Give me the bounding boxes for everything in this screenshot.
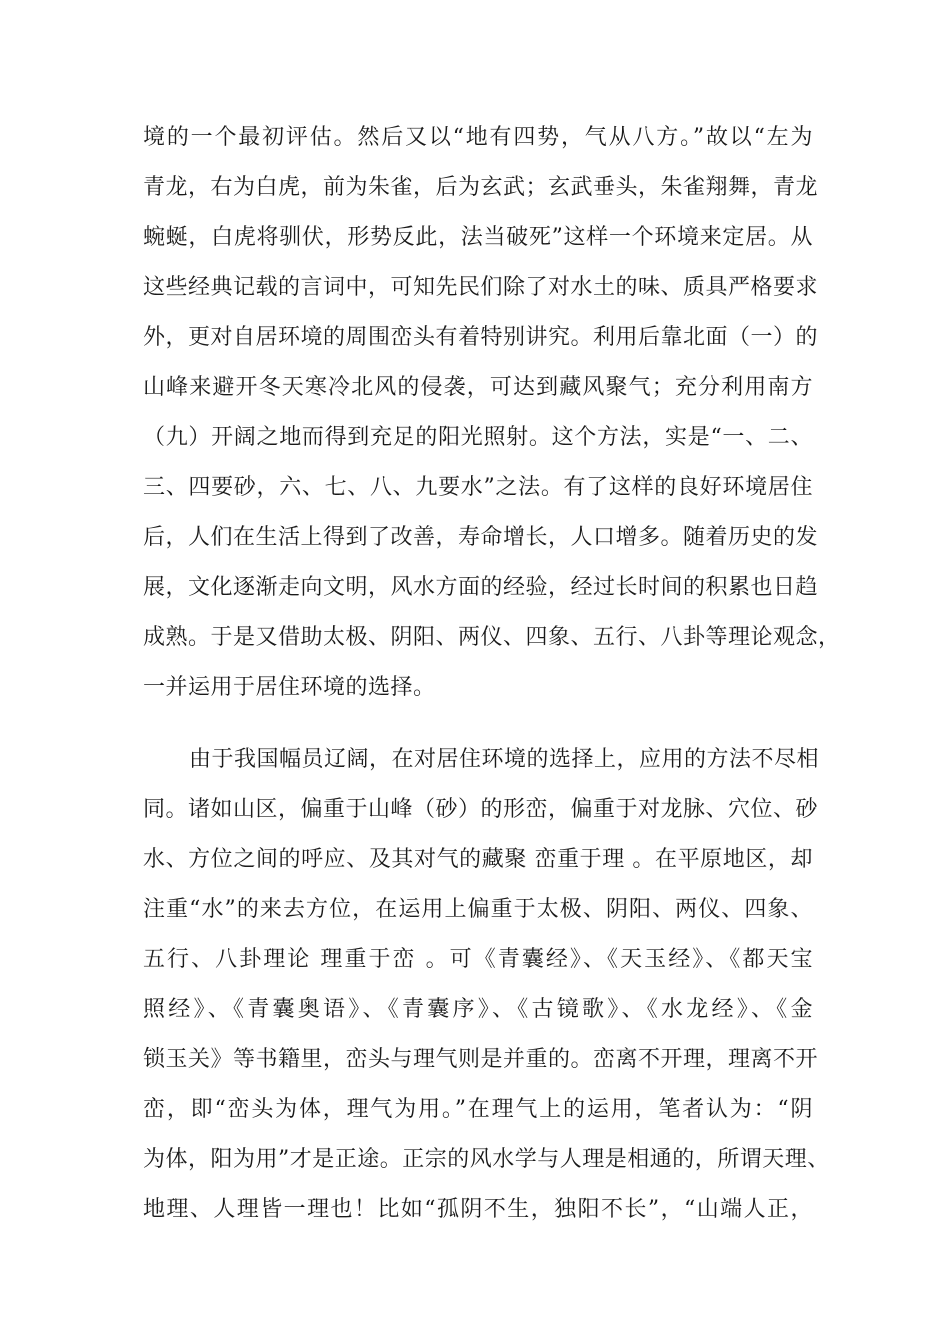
paragraph-line: 一并运用于居住环境的选择。 (143, 675, 436, 700)
paragraph-line: 成熟。于是又借助太极、阴阳、两仪、四象、五行、八卦等理论观念， (143, 625, 841, 650)
paragraph-line: 青龙，右为白虎，前为朱雀，后为玄武；玄武垂头，朱雀翔舞，青龙 (143, 175, 819, 200)
paragraph-line: 蜿蜒，白虎将驯伏，形势反此，法当破死”这样一个环境来定居。从 (143, 225, 813, 250)
paragraph-line: 山峰来避开冬天寒冷北风的侵袭，可达到藏风聚气；充分利用南方 (143, 375, 813, 400)
paragraph-line: 境的一个最初评估。然后又以“地有四势，气从八方。”故以“左为 (143, 125, 813, 150)
paragraph-line: （九）开阔之地而得到充足的阳光照射。这个方法，实是“一、二、 (143, 425, 813, 450)
paragraph-line: 为体，阳为用”才是正途。正宗的风水学与人理是相通的，所谓天理、 (143, 1147, 830, 1172)
paragraph-line: 地理、人理皆一理也！比如“孤阴不生，独阳不长”，“山端人正， (143, 1197, 813, 1222)
paragraph-line: 这些经典记载的言词中，可知先民们除了对水土的味、质具严格要求 (143, 275, 819, 300)
paragraph-line: 峦，即“峦头为体，理气为用。”在理气上的运用，笔者认为：“阴 (143, 1097, 813, 1122)
paragraph-line: 由于我国幅员辽阔，在对居住环境的选择上，应用的方法不尽相 (189, 747, 820, 772)
paragraph-line: 后，人们在生活上得到了改善，寿命增长，人口增多。随着历史的发 (143, 525, 819, 550)
paragraph-line: 三、四要砂，六、七、八、九要水”之法。有了这样的良好环境居住 (143, 475, 813, 500)
paragraph-line: 锁玉关》等书籍里，峦头与理气则是并重的。峦离不开理，理离不开 (143, 1047, 819, 1072)
paragraph-line: 照经》、《青囊奥语》、《青囊序》、《古镜歌》、《水龙经》、《金 (143, 997, 813, 1022)
paragraph-line: 同。诸如山区，偏重于山峰（砂）的形峦，偏重于对龙脉、穴位、砂 (143, 797, 819, 822)
paragraph-line: 水、方位之间的呼应、及其对气的藏聚 峦重于理 。在平原地区，却 (143, 847, 813, 872)
paragraph-line: 外，更对自居环境的周围峦头有着特别讲究。利用后靠北面（一）的 (143, 325, 819, 350)
paragraph-line: 五行、八卦理论 理重于峦 。可《青囊经》、《天玉经》、《都天宝 (143, 947, 813, 972)
paragraph-line: 注重“水”的来去方位，在运用上偏重于太极、阴阳、两仪、四象、 (143, 897, 813, 922)
paragraph-line: 展，文化逐渐走向文明，风水方面的经验，经过长时间的积累也日趋 (143, 575, 819, 600)
